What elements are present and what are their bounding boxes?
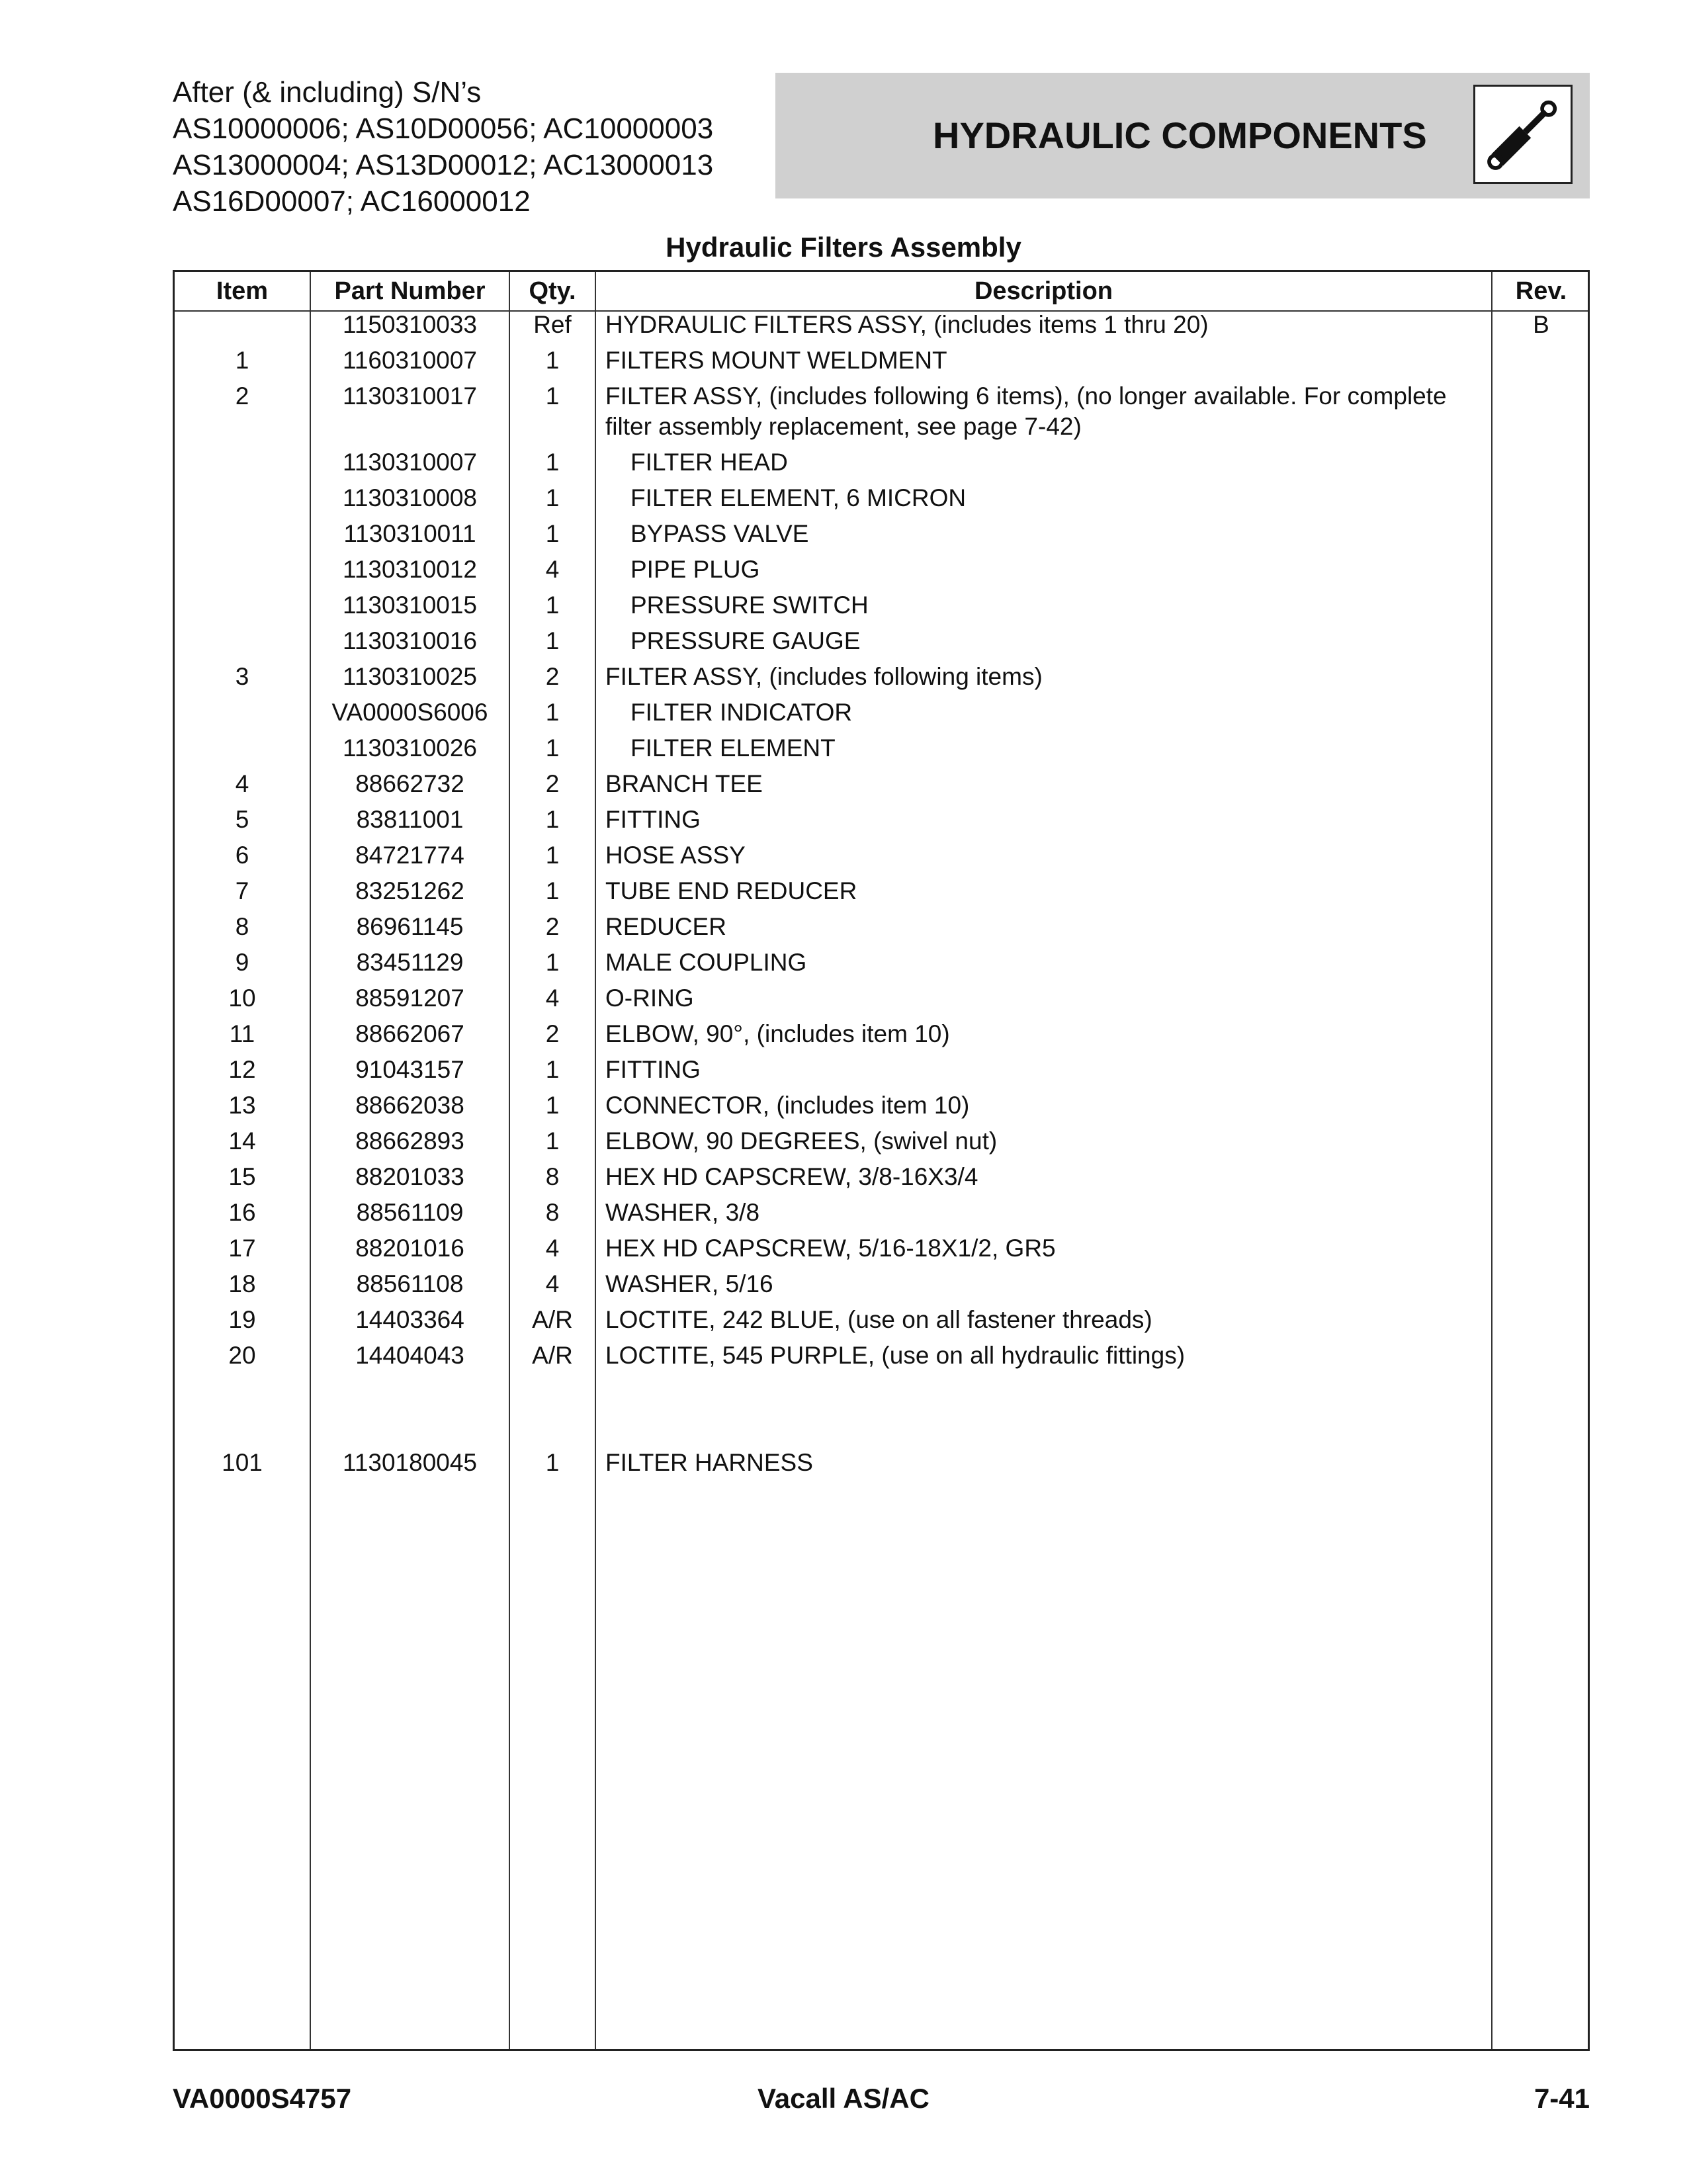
qty-cell: 1 xyxy=(545,1127,560,1155)
part-number-cell: 88201033 xyxy=(355,1163,464,1190)
description-cell: LOCTITE, 242 BLUE, (use on all fastener threads) xyxy=(605,1306,1152,1333)
section-banner xyxy=(775,73,1590,198)
qty-cell: 1 xyxy=(545,1092,560,1119)
item-cell: 19 xyxy=(228,1306,256,1333)
table-row xyxy=(175,662,1588,697)
table-row xyxy=(175,733,1588,769)
part-number-cell: 91043157 xyxy=(355,1056,464,1083)
part-number-cell: 88561109 xyxy=(356,1199,464,1226)
document-number: VA0000S4757 xyxy=(173,2083,352,2114)
table-row xyxy=(175,805,1588,840)
description-cell: HOSE ASSY xyxy=(605,842,746,869)
part-number-cell: 1130310015 xyxy=(342,591,478,619)
description-cell: ELBOW, 90 DEGREES, (swivel nut) xyxy=(605,1127,998,1155)
description-cell: LOCTITE, 545 PURPLE, (use on all hydraulic fittings) xyxy=(605,1342,1186,1369)
item-cell: 6 xyxy=(235,842,249,869)
item-cell: 7 xyxy=(235,877,249,904)
part-number-cell: 88591207 xyxy=(355,984,464,1012)
table-row xyxy=(175,947,1588,983)
product-name: Vacall AS/AC xyxy=(757,2083,930,2114)
description-cell: MALE COUPLING xyxy=(605,949,807,976)
page-number: 7-41 xyxy=(1534,2083,1590,2114)
table-row xyxy=(175,912,1588,947)
table-row xyxy=(175,1162,1588,1198)
description-cell: WASHER, 5/16 xyxy=(605,1270,773,1297)
description-cell: FILTER ASSY, (includes following items) xyxy=(605,663,1043,690)
serial-line: AS16D00007; AC16000012 xyxy=(173,185,531,218)
description-cell: FILTER HEAD xyxy=(630,449,788,476)
description-cell: CONNECTOR, (includes item 10) xyxy=(605,1092,970,1119)
qty-cell: 1 xyxy=(545,806,560,833)
qty-cell: 1 xyxy=(545,877,560,904)
qty-cell: 1 xyxy=(545,347,560,374)
part-number-cell: 88201016 xyxy=(355,1235,464,1262)
part-number-cell: 88662038 xyxy=(355,1092,464,1119)
part-number-cell: 84721774 xyxy=(355,842,464,869)
description-cell: HYDRAULIC FILTERS ASSY, (includes items 1 thru 20) xyxy=(605,311,1209,338)
item-cell: 1 xyxy=(235,347,249,374)
description-cell: BRANCH TEE xyxy=(605,770,763,797)
item-cell: 2 xyxy=(235,382,249,410)
description-cell: FITTING xyxy=(605,806,701,833)
qty-cell: 2 xyxy=(545,913,560,940)
item-cell: 4 xyxy=(235,770,249,797)
description-cell: BYPASS VALVE xyxy=(630,520,809,547)
table-row xyxy=(175,1090,1588,1126)
item-cell: 9 xyxy=(235,949,249,976)
part-number-cell: 88662067 xyxy=(355,1020,464,1047)
part-number-cell: 1160310007 xyxy=(342,347,478,374)
part-number-cell: 88662893 xyxy=(355,1127,464,1155)
qty-cell: A/R xyxy=(532,1306,573,1333)
part-number-cell: 86961145 xyxy=(356,913,464,940)
qty-cell: 2 xyxy=(545,663,560,690)
qty-cell: 1 xyxy=(545,1449,560,1476)
qty-cell: A/R xyxy=(532,1342,573,1369)
qty-cell: 4 xyxy=(545,556,560,583)
description-cell: HEX HD CAPSCREW, 3/8-16X3/4 xyxy=(605,1163,978,1190)
table-row xyxy=(175,483,1588,519)
qty-cell: 4 xyxy=(545,1270,560,1297)
part-number-cell: 14404043 xyxy=(355,1342,464,1369)
item-cell: 15 xyxy=(228,1163,256,1190)
part-number-cell: 1130310025 xyxy=(342,663,478,690)
part-number-cell: 1130310007 xyxy=(342,449,478,476)
part-number-cell: 1130310017 xyxy=(342,382,478,410)
column-header-item: Item xyxy=(216,277,269,305)
qty-cell: 4 xyxy=(545,1235,560,1262)
qty-cell: 4 xyxy=(545,984,560,1012)
qty-cell: Ref xyxy=(533,311,572,338)
column-header-part-number: Part Number xyxy=(334,277,486,305)
table-row xyxy=(175,769,1588,805)
qty-cell: 1 xyxy=(545,627,560,654)
qty-cell: 1 xyxy=(545,734,560,762)
part-number-cell: 1130180045 xyxy=(342,1449,478,1476)
rev-cell: B xyxy=(1533,311,1549,338)
item-cell: 17 xyxy=(228,1235,256,1262)
part-number-cell: VA0000S6006 xyxy=(331,699,488,726)
table-row xyxy=(175,1019,1588,1055)
qty-cell: 1 xyxy=(545,520,560,547)
section-title: HYDRAULIC COMPONENTS xyxy=(933,114,1427,156)
item-cell: 12 xyxy=(228,1056,256,1083)
table-row xyxy=(175,381,1588,447)
serial-line: AS13000004; AS13D00012; AC13000013 xyxy=(173,149,714,181)
part-number-cell: 1130310012 xyxy=(342,556,478,583)
description-cell: FILTER INDICATOR xyxy=(630,699,853,726)
description-cell: ELBOW, 90°, (includes item 10) xyxy=(605,1020,950,1047)
table-row xyxy=(175,519,1588,554)
description-cell: FITTING xyxy=(605,1056,701,1083)
item-cell: 14 xyxy=(228,1127,256,1155)
column-header-description: Description xyxy=(974,277,1113,305)
qty-cell: 8 xyxy=(545,1163,560,1190)
description-cell: PIPE PLUG xyxy=(630,556,760,583)
part-number-cell: 83451129 xyxy=(356,949,464,976)
item-cell: 20 xyxy=(228,1342,256,1369)
table-row xyxy=(175,1055,1588,1090)
table-row xyxy=(175,697,1588,733)
hydraulic-cylinder-icon xyxy=(1473,85,1573,184)
part-number-cell: 83251262 xyxy=(355,877,464,904)
parts-table xyxy=(173,270,1590,2051)
table-row xyxy=(175,876,1588,912)
item-cell: 13 xyxy=(228,1092,256,1119)
table-row xyxy=(175,1126,1588,1162)
table-row xyxy=(175,1198,1588,1233)
qty-cell: 2 xyxy=(545,770,560,797)
table-row xyxy=(175,983,1588,1019)
qty-cell: 1 xyxy=(545,449,560,476)
table-row xyxy=(175,554,1588,590)
qty-cell: 2 xyxy=(545,1020,560,1047)
qty-cell: 1 xyxy=(545,1056,560,1083)
item-cell: 18 xyxy=(228,1270,256,1297)
item-cell: 10 xyxy=(228,984,256,1012)
item-cell: 3 xyxy=(235,663,249,690)
part-number-cell: 1150310033 xyxy=(342,311,478,338)
qty-cell: 8 xyxy=(545,1199,560,1226)
description-cell: TUBE END REDUCER xyxy=(605,877,857,904)
qty-cell: 1 xyxy=(545,699,560,726)
description-cell: O-RING xyxy=(605,984,694,1012)
item-cell: 8 xyxy=(235,913,249,940)
table-row xyxy=(175,447,1588,483)
qty-cell: 1 xyxy=(545,484,560,511)
description-cell: PRESSURE GAUGE xyxy=(630,627,861,654)
description-cell: REDUCER xyxy=(605,913,726,940)
table-row xyxy=(175,590,1588,626)
serial-line: AS10000006; AS10D00056; AC10000003 xyxy=(173,112,714,145)
qty-cell: 1 xyxy=(545,382,560,410)
description-cell: FILTER ELEMENT xyxy=(630,734,836,762)
description-cell: WASHER, 3/8 xyxy=(605,1199,760,1226)
part-number-cell: 83811001 xyxy=(356,806,464,833)
table-row xyxy=(175,1340,1588,1376)
serial-number-block xyxy=(173,74,713,220)
description-cell: HEX HD CAPSCREW, 5/16-18X1/2, GR5 xyxy=(605,1235,1056,1262)
part-number-cell: 14403364 xyxy=(355,1306,464,1333)
description-cell: FILTERS MOUNT WELDMENT xyxy=(605,347,947,374)
column-header-rev: Rev. xyxy=(1515,277,1567,305)
qty-cell: 1 xyxy=(545,591,560,619)
description-cell: FILTER ELEMENT, 6 MICRON xyxy=(630,484,967,511)
table-row xyxy=(175,345,1588,381)
qty-cell: 1 xyxy=(545,949,560,976)
table-row xyxy=(175,626,1588,662)
table-row xyxy=(175,1269,1588,1305)
description-cell: FILTER ASSY, (includes following 6 items), (no longer available. For complete filter assembly replacement, see page 7-42) xyxy=(605,382,1447,440)
table-row xyxy=(175,1448,1588,1483)
table-row xyxy=(175,840,1588,876)
column-header-qty: Qty. xyxy=(529,277,576,305)
part-number-cell: 1130310016 xyxy=(342,627,478,654)
qty-cell: 1 xyxy=(545,842,560,869)
item-cell: 101 xyxy=(222,1449,263,1476)
item-cell: 5 xyxy=(235,806,249,833)
serial-line: After (& including) S/N’s xyxy=(173,76,482,109)
table-row xyxy=(175,310,1588,345)
table-row xyxy=(175,1305,1588,1340)
part-number-cell: 88662732 xyxy=(355,770,464,797)
part-number-cell: 88561108 xyxy=(356,1270,464,1297)
part-number-cell: 1130310008 xyxy=(342,484,478,511)
item-cell: 16 xyxy=(228,1199,256,1226)
description-cell: PRESSURE SWITCH xyxy=(630,591,869,619)
table-row xyxy=(175,1233,1588,1269)
description-cell: FILTER HARNESS xyxy=(605,1449,813,1476)
table-title: Hydraulic Filters Assembly xyxy=(666,232,1021,263)
part-number-cell: 1130310026 xyxy=(342,734,478,762)
item-cell: 11 xyxy=(229,1020,255,1047)
part-number-cell: 1130310011 xyxy=(343,520,476,547)
